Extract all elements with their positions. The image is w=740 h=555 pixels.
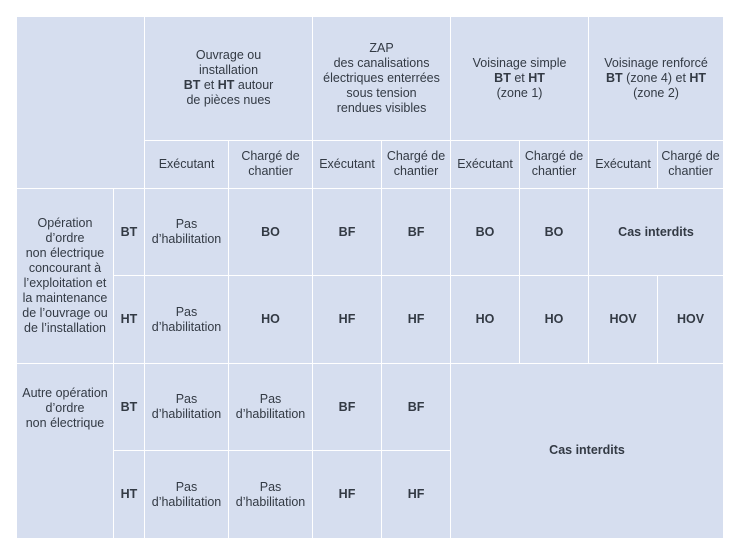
text-line: la maintenance (22, 290, 108, 305)
sub-executant: Exécutant (589, 140, 658, 188)
code-cell: BF (313, 363, 382, 451)
no-habilitation (229, 451, 313, 539)
code-cell: BF (382, 363, 451, 451)
sub-charge-line2: chantier (393, 164, 439, 179)
header-voisinage-simple (451, 17, 589, 141)
forbidden-cell-voisinage: Cas interdits (451, 363, 724, 538)
habilitation-table (16, 16, 724, 539)
header-text: Voisinage simple (472, 55, 567, 70)
operation-exploitation (17, 188, 114, 363)
text-line: Pas (175, 479, 198, 494)
header-text: HT (217, 78, 235, 93)
code-cell: HF (313, 276, 382, 364)
header-text: (zone 2) (633, 85, 679, 100)
corner-cell (17, 17, 145, 189)
text-line: Pas (175, 392, 198, 407)
header-text: HT (689, 70, 707, 85)
text-line: non électrique (25, 245, 105, 260)
header-text: électriques enterrées (323, 70, 440, 85)
text-line: d’habilitation (235, 407, 306, 422)
no-habilitation (145, 363, 229, 451)
no-habilitation (229, 363, 313, 451)
code-cell: HO (229, 276, 313, 364)
text-line: d’habilitation (151, 494, 222, 509)
sub-executant: Exécutant (313, 140, 382, 188)
text-line: d’ordre (45, 400, 85, 415)
sub-charge-line1: Chargé de (241, 149, 300, 164)
sub-charge-line2: chantier (248, 164, 293, 179)
text-line: Pas (175, 304, 198, 319)
text-line: Pas (175, 217, 198, 232)
sub-executant: Exécutant (451, 140, 520, 188)
code-cell: BO (451, 188, 520, 276)
no-habilitation (145, 276, 229, 364)
text-line: d’habilitation (235, 494, 306, 509)
header-text: HT (528, 70, 545, 85)
forbidden-cell-voisinage-renforce: Cas interdits (589, 188, 724, 276)
voltage-bt: BT (114, 363, 145, 451)
sub-charge-chantier (229, 140, 313, 188)
voltage-ht: HT (114, 276, 145, 364)
text-line: Pas (259, 479, 282, 494)
sub-charge-chantier (658, 140, 724, 188)
code-cell: HOV (658, 276, 724, 364)
code-cell: HF (313, 451, 382, 539)
sub-charge-chantier (520, 140, 589, 188)
header-text: BT (494, 70, 511, 85)
sub-charge-line1: Chargé de (524, 149, 584, 164)
code-cell: BF (382, 188, 451, 276)
operation-autre (17, 363, 114, 538)
header-text: rendues visibles (336, 100, 427, 115)
code-cell: HO (520, 276, 589, 364)
voltage-bt: BT (114, 188, 145, 276)
header-text: de pièces nues (186, 93, 271, 108)
header-ouvrage (145, 17, 313, 141)
text-line: non électrique (25, 415, 105, 430)
code-cell: HF (382, 276, 451, 364)
text-line: de l’ouvrage ou (22, 305, 108, 320)
code-cell: HOV (589, 276, 658, 364)
header-text: sous tension (346, 85, 417, 100)
header-text: et (510, 70, 529, 85)
header-text: et (200, 78, 218, 93)
text-line: d’ordre (45, 230, 85, 245)
code-cell: BO (520, 188, 589, 276)
voltage-ht: HT (114, 451, 145, 539)
header-text: autour (234, 78, 274, 93)
code-cell: BF (313, 188, 382, 276)
header-text: des canalisations (333, 55, 430, 70)
header-text: ZAP (369, 40, 394, 55)
sub-charge-line2: chantier (668, 164, 713, 179)
code-cell: HF (382, 451, 451, 539)
sub-charge-line2: chantier (531, 164, 577, 179)
code-cell: BO (229, 188, 313, 276)
sub-charge-line1: Chargé de (661, 149, 720, 164)
text-line: Autre opération (22, 385, 108, 400)
code-cell: HO (451, 276, 520, 364)
sub-charge-chantier (382, 140, 451, 188)
no-habilitation (145, 188, 229, 276)
text-line: l’exploitation et (23, 275, 107, 290)
no-habilitation (145, 451, 229, 539)
text-line: d’habilitation (151, 232, 222, 247)
sub-charge-line1: Chargé de (386, 149, 446, 164)
header-text: Ouvrage ou (195, 48, 262, 63)
header-text: installation (198, 63, 259, 78)
header-text: (zone 1) (496, 85, 543, 100)
header-text: BT (183, 78, 201, 93)
text-line: d’habilitation (151, 407, 222, 422)
text-line: concourant à (28, 260, 102, 275)
header-text: (zone 4) et (622, 70, 690, 85)
header-text: Voisinage renforcé (604, 55, 708, 70)
text-line: de l’installation (24, 320, 106, 335)
header-zap (313, 17, 451, 141)
header-text: BT (606, 70, 623, 85)
text-line: Pas (259, 392, 282, 407)
text-line: Opération (37, 215, 93, 230)
header-voisinage-renforce (589, 17, 724, 141)
text-line: d’habilitation (151, 319, 222, 334)
sub-executant: Exécutant (145, 140, 229, 188)
